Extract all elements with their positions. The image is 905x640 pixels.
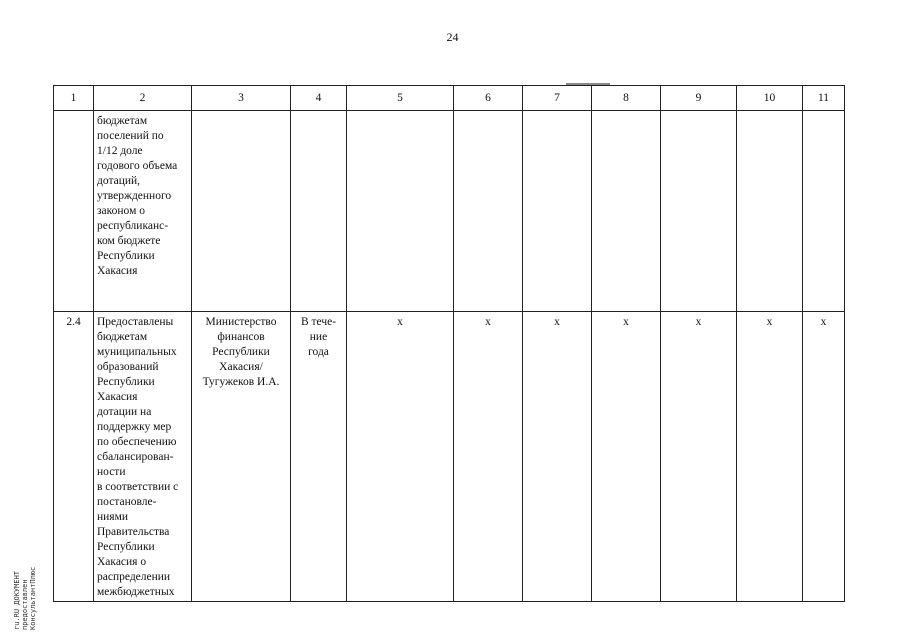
table-row: [54, 111, 845, 312]
column-header-10: 10: [737, 86, 803, 111]
table-cell: [192, 111, 291, 312]
cell-mark: x: [695, 316, 702, 328]
header-row: [54, 86, 845, 111]
column-header-8: 8: [592, 86, 661, 111]
row-number: 2.4: [66, 316, 81, 328]
cell-text: бюджетам поселений по 1/12 доле годового объема дотаций, утвержденного законом о республиканс- ком бюджете Республики Хакасия: [97, 115, 178, 277]
table-cell: [454, 312, 523, 602]
table-cell: [661, 111, 737, 312]
page-number: 24: [446, 30, 459, 44]
cell-text: [592, 111, 660, 114]
table-cell: [523, 111, 592, 312]
table-cell: [803, 312, 845, 602]
cell-text: [291, 111, 346, 114]
cell-mark: x: [485, 316, 491, 328]
table-cell: [291, 111, 347, 312]
column-header-6: 6: [454, 86, 523, 111]
table-cell: [661, 312, 737, 602]
cell-text: [192, 111, 290, 114]
table-cell: [592, 111, 661, 312]
table-cell: [54, 111, 94, 312]
table-cell: [592, 312, 661, 602]
column-header-1: 1: [54, 86, 94, 111]
table-cell: [94, 312, 192, 602]
table-cell: [347, 111, 454, 312]
cell-text: [347, 111, 453, 114]
cell-mark: x: [766, 316, 773, 328]
cell-text: [523, 111, 591, 114]
cell-text: [737, 111, 802, 114]
cell-mark: x: [397, 316, 403, 328]
table-cell: [94, 111, 192, 312]
table-cell: [291, 312, 347, 602]
document-table: [53, 85, 845, 602]
stamp-text: ru.RU ДОКУМЕНТ предоставлен КонсультантПлюс: [13, 566, 37, 630]
cell-mark: x: [820, 316, 827, 328]
deadline-text: В тече- ние года: [300, 316, 337, 358]
table-cell: [54, 312, 94, 602]
cell-mark: x: [623, 316, 629, 328]
cell-text: [54, 111, 93, 114]
cell-text: Предоставлены бюджетам муниципальных образований Республики Хакасия дотации на поддержку мер по обеспечению сбалансирован- ности в соответствии с постановле- ниями Правительства Республики Хакасия о распределении межбюджетных: [97, 316, 179, 598]
table-cell: [454, 111, 523, 312]
side-watermark-stamp: [13, 530, 51, 630]
cell-text: [454, 111, 522, 114]
responsible-executor: Министерство финансов Республики Хакасия/ Тугужеков И.А.: [202, 316, 280, 388]
column-header-9: 9: [661, 86, 737, 111]
table-cell: [192, 312, 291, 602]
cell-text: [803, 111, 844, 114]
cell-mark: x: [554, 316, 560, 328]
column-header-2: 2: [94, 86, 192, 111]
column-header-3: 3: [192, 86, 291, 111]
table-cell: [803, 111, 845, 312]
column-header-4: 4: [291, 86, 347, 111]
table-cell: [347, 312, 454, 602]
table-cell: [523, 312, 592, 602]
table-row: [54, 312, 845, 602]
column-header-11: 11: [803, 86, 845, 111]
table-cell: [737, 111, 803, 312]
column-header-5: 5: [347, 86, 454, 111]
column-header-7: 7: [523, 86, 592, 111]
table-cell: [737, 312, 803, 602]
cell-text: [661, 111, 736, 114]
